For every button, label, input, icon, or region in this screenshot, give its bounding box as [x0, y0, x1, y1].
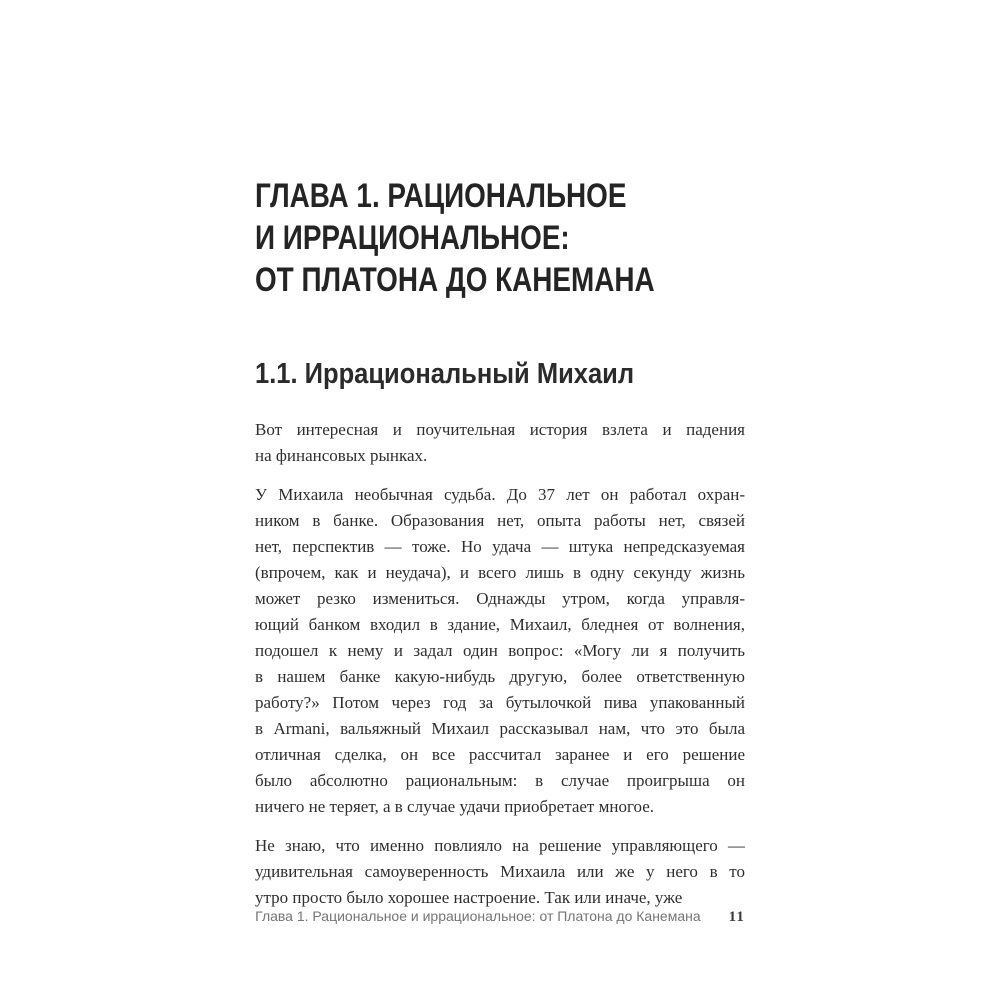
paragraph-line: Не знаю, что именно повлияло на решение управляющего —: [255, 836, 745, 855]
paragraph-line: в нашем банке какую-нибудь другую, более ответственную: [255, 667, 745, 686]
paragraph-line: удивительная самоуверенность Михаила или же у него в то: [255, 862, 745, 881]
paragraph-line: ющий банком входил в здание, Михаил, бледнея от волнения,: [255, 615, 745, 634]
running-title: Глава 1. Рациональное и иррациональное: от Платона до Канемана: [255, 908, 701, 924]
page-number: 11: [728, 909, 745, 925]
section-title: 1.1. Иррациональный Михаил: [255, 358, 635, 390]
paragraph-line: ником в банке. Образования нет, опыта работы нет, связей: [255, 511, 745, 530]
paragraph-line: У Михаила необычная судьба. До 37 лет он работал охран-: [255, 485, 745, 504]
chapter-title-line: ОТ ПЛАТОНА ДО КАНЕМАНА: [255, 261, 655, 299]
chapter-title: [255, 175, 657, 301]
paragraph-line: утро просто было хорошее настроение. Так или иначе, уже: [255, 888, 683, 907]
paragraph-line: было абсолютно рациональным: в случае проигрыша он: [255, 771, 745, 790]
paragraph-line: подошел к нему и задал один вопрос: «Могу ли я получить: [255, 641, 745, 660]
paragraph-line: работу?» Потом через год за бутылочкой пива упакованный: [255, 693, 745, 712]
paragraph-line: ничего не теряет, а в случае удачи приобретает многое.: [255, 797, 655, 816]
paragraph-line: отличная сделка, он все рассчитал заранее и его решение: [255, 745, 745, 764]
paragraph-line: нет, перспектив — тоже. Но удача — штука непредсказуемая: [255, 537, 745, 556]
paragraph: [255, 833, 745, 911]
paragraph-line: может резко измениться. Однажды утром, когда управля-: [255, 589, 745, 608]
chapter-title-line: ГЛАВА 1. РАЦИОНАЛЬНОЕ: [255, 177, 627, 215]
paragraph: [255, 482, 745, 820]
chapter-title-line: И ИРРАЦИОНАЛЬНОЕ:: [255, 219, 570, 257]
paragraph-line: (впрочем, как и неудача), и всего лишь в одну секунду жизнь: [255, 563, 745, 582]
paragraph-line: в Armani, вальяжный Михаил рассказывал нам, что это была: [255, 719, 745, 738]
paragraph-line: на финансовых рынках.: [255, 446, 428, 465]
paragraph: [255, 417, 745, 469]
text-column: [255, 0, 745, 924]
page-footer: [255, 906, 745, 927]
paragraph-line: Вот интересная и поучительная история взлета и падения: [255, 420, 745, 439]
paragraphs: [255, 417, 745, 911]
